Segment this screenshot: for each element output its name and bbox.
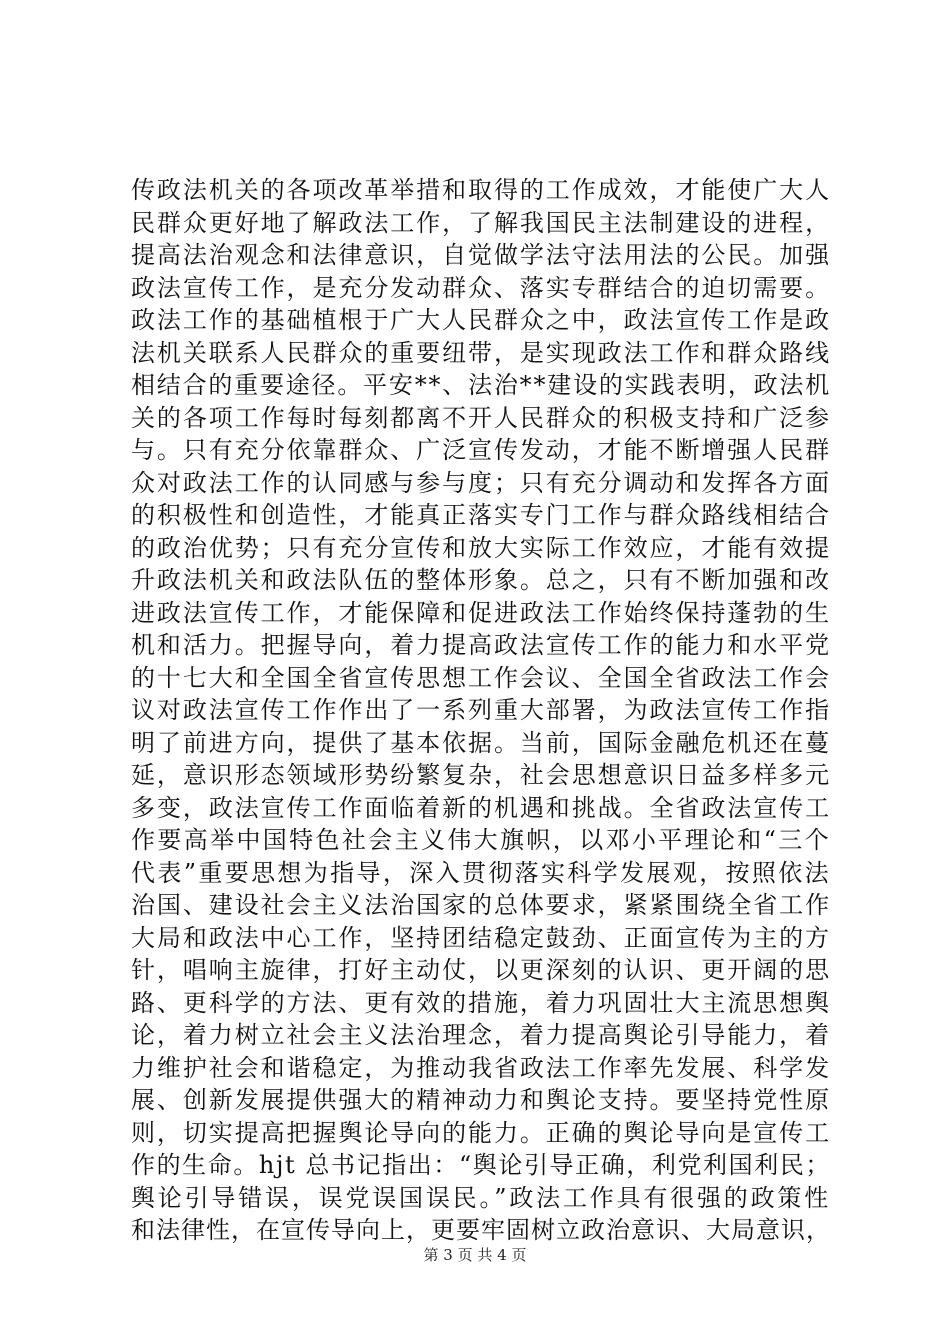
text-line: 与。只有充分依靠群众、广泛宣传发动，才能不断增强人民群 xyxy=(131,436,831,464)
text-line: 传政法机关的各项改革举措和取得的工作成效，才能使广大人 xyxy=(131,176,831,204)
text-line: 议对政法宣传工作作出了一系列重大部署，为政法宣传工作指 xyxy=(131,696,831,724)
page-footer: 第 3 页 共 4 页 xyxy=(423,1246,527,1264)
text-line: 针，唱响主旋律，打好主动仗，以更深刻的认识、更开阔的思 xyxy=(131,956,831,984)
text-line: 机和活力。把握导向，着力提高政法宣传工作的能力和水平党 xyxy=(131,631,831,659)
text-line: 的积极性和创造性，才能真正落实专门工作与群众路线相结合 xyxy=(131,501,831,529)
text-line: 明了前进方向，提供了基本依据。当前，国际金融危机还在蔓 xyxy=(131,728,831,757)
text-line: 升政法机关和政法队伍的整体形象。总之，只有不断加强和改 xyxy=(131,566,831,594)
text-line: 大局和政法中心工作，坚持团结稳定鼓劲、正面宣传为主的方 xyxy=(131,923,831,952)
text-line: 众对政法工作的认同感与参与度；只有充分调动和发挥各方面 xyxy=(131,468,831,497)
body-text xyxy=(131,174,831,1247)
text-line: 法机关联系人民群众的重要纽带，是实现政法工作和群众路线 xyxy=(131,338,831,367)
text-line: 代表”重要思想为指导，深入贯彻落实科学发展观，按照依法 xyxy=(131,858,831,887)
text-line: 和法律性，在宣传导向上，更要牢固树立政治意识、大局意识， xyxy=(131,1216,831,1244)
text-line: 舆论引导错误，误党误国误民。”政法工作具有很强的政策性 xyxy=(131,1183,831,1212)
text-line: 的政治优势；只有充分宣传和放大实际工作效应，才能有效提 xyxy=(131,533,831,562)
text-line: 多变，政法宣传工作面临着新的机遇和挑战。全省政法宣传工 xyxy=(131,793,831,822)
text-line: 展、创新发展提供强大的精神动力和舆论支持。要坚持党性原 xyxy=(131,1086,831,1114)
text-line: 政法工作的基础植根于广大人民群众之中，政法宣传工作是政 xyxy=(131,306,831,334)
text-line: 相结合的重要途径。平安**、法治**建设的实践表明，政法机 xyxy=(131,371,831,399)
text-line: 民群众更好地了解政法工作，了解我国民主法制建设的进程， xyxy=(131,208,831,237)
text-line: 延，意识形态领域形势纷繁复杂，社会思想意识日益多样多元 xyxy=(131,761,831,789)
text-line: 提高法治观念和法律意识，自觉做学法守法用法的公民。加强 xyxy=(131,241,831,269)
text-line: 关的各项工作每时每刻都离不开人民群众的积极支持和广泛参 xyxy=(131,403,831,432)
text-line: 力维护社会和谐稳定，为推动我省政法工作率先发展、科学发 xyxy=(131,1053,831,1082)
text-line: 路、更科学的方法、更有效的措施，着力巩固壮大主流思想舆 xyxy=(131,988,831,1017)
text-line: 的十七大和全国全省宣传思想工作会议、全国全省政法工作会 xyxy=(131,663,831,692)
text-line: 治国、建设社会主义法治国家的总体要求，紧紧围绕全省工作 xyxy=(131,891,831,919)
text-line: 政法宣传工作，是充分发动群众、落实专群结合的迫切需要。 xyxy=(131,273,831,302)
text-line: 则，切实提高把握舆论导向的能力。正确的舆论导向是宣传工 xyxy=(131,1118,831,1147)
text-line: 作的生命。hjt 总书记指出：“舆论引导正确，利党利国利民； xyxy=(131,1151,831,1179)
text-line: 作要高举中国特色社会主义伟大旗帜，以邓小平理论和“三个 xyxy=(131,826,831,854)
text-line: 进政法宣传工作，才能保障和促进政法工作始终保持蓬勃的生 xyxy=(131,598,831,627)
text-line: 论，着力树立社会主义法治理念，着力提高舆论引导能力，着 xyxy=(131,1021,831,1049)
